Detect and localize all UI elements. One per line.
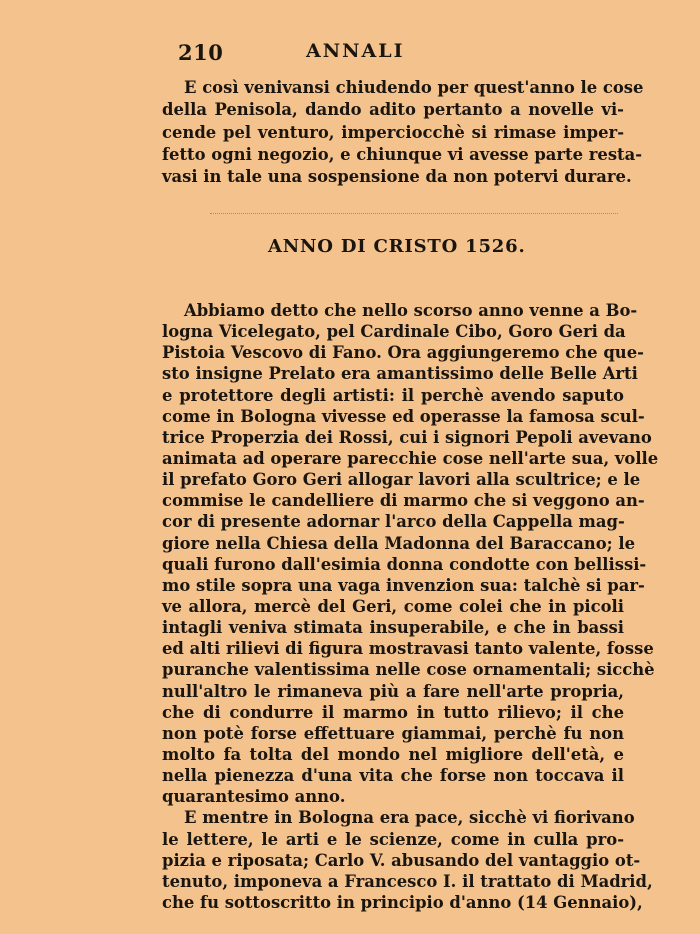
text-line: intagli veniva stimata insuperabile, e che in bassi [162, 618, 624, 638]
text-line: cende pel venturo, imperciocchè si rimase imper- [162, 122, 624, 142]
text-line: animata ad operare parecchie cose nell'arte sua, volle [162, 448, 659, 468]
body-paragraphs [162, 300, 659, 913]
text-line: quali furono dall'esimia donna condotte con bellissi- [162, 554, 647, 574]
text-line: della Penisola, dando adito pertanto a novelle vi- [162, 100, 624, 120]
text-line: nella pienezza d'una vita che forse non toccava il [162, 766, 624, 786]
text-line: che fu sottoscritto in principio d'anno (14 Gennaio), [162, 892, 643, 912]
text-line: puranche valentissima nelle cose ornamentali; sicchè [162, 660, 655, 680]
text-line: E mentre in Bologna era pace, sicchè vi fiorivano [184, 808, 635, 828]
running-head: ANNALI [306, 40, 405, 62]
text-line: e protettore degli artisti: il perchè avendo saputo [162, 385, 624, 405]
text-line: il prefato Goro Geri allogar lavori alla scultrice; e le [162, 470, 641, 490]
faint-bleedthrough-divider [210, 213, 618, 215]
text-line: molto fa tolta del mondo nel migliore dell'età, e [162, 744, 624, 764]
text-line: fetto ogni negozio, e chiunque vi avesse parte resta- [162, 144, 643, 164]
page-number: 210 [178, 40, 224, 65]
text-line: ve allora, mercè del Geri, come colei che in picoli [162, 596, 624, 616]
text-line: cor di presente adornar l'arco della Cappella mag- [162, 512, 625, 532]
text-line: pizia e riposata; Carlo V. abusando del vantaggio ot- [162, 850, 641, 870]
text-line: mo stile sopra una vaga invenzion sua: talchè si par- [162, 575, 645, 595]
text-line: trice Properzia dei Rossi, cui i signori Pepoli avevano [162, 427, 652, 447]
text-line: commise le candelliere di marmo che si veggono an- [162, 491, 645, 511]
intro-paragraph [162, 77, 644, 188]
page-header [178, 40, 638, 70]
text-line: Pistoia Vescovo di Fano. Ora aggiungeremo che que- [162, 343, 644, 363]
text-line: non potè forse effettuare giammai, perchè fu non [162, 723, 624, 743]
text-line: Abbiamo detto che nello scorso anno venne a Bo- [184, 301, 638, 320]
text-line: come in Bologna vivesse ed operasse la famosa scul- [162, 406, 645, 426]
text-line: le lettere, le arti e le scienze, come in culla pro- [162, 829, 624, 849]
text-line: giore nella Chiesa della Madonna del Baraccano; le [162, 533, 636, 553]
text-line: ed alti rilievi di figura mostravasi tanto valente, fosse [162, 639, 654, 659]
text-line: E così venivansi chiudendo per quest'anno le cose [184, 78, 644, 97]
text-line: sto insigne Prelato era amantissimo delle Belle Arti [162, 364, 638, 384]
text-line: vasi in tale una sospensione da non potervi durare. [162, 167, 632, 187]
text-line: che di condurre il marmo in tutto rilievo; il che [162, 702, 624, 722]
text-line: null'altro le rimaneva più a fare nell'arte propria, [162, 681, 624, 701]
section-title: ANNO DI CRISTO 1526. [268, 236, 526, 257]
text-line: quarantesimo anno. [162, 787, 346, 807]
text-line: logna Vicelegato, pel Cardinale Cibo, Goro Geri da [162, 322, 626, 342]
text-line: tenuto, imponeva a Francesco I. il trattato di Madrid, [162, 871, 653, 891]
